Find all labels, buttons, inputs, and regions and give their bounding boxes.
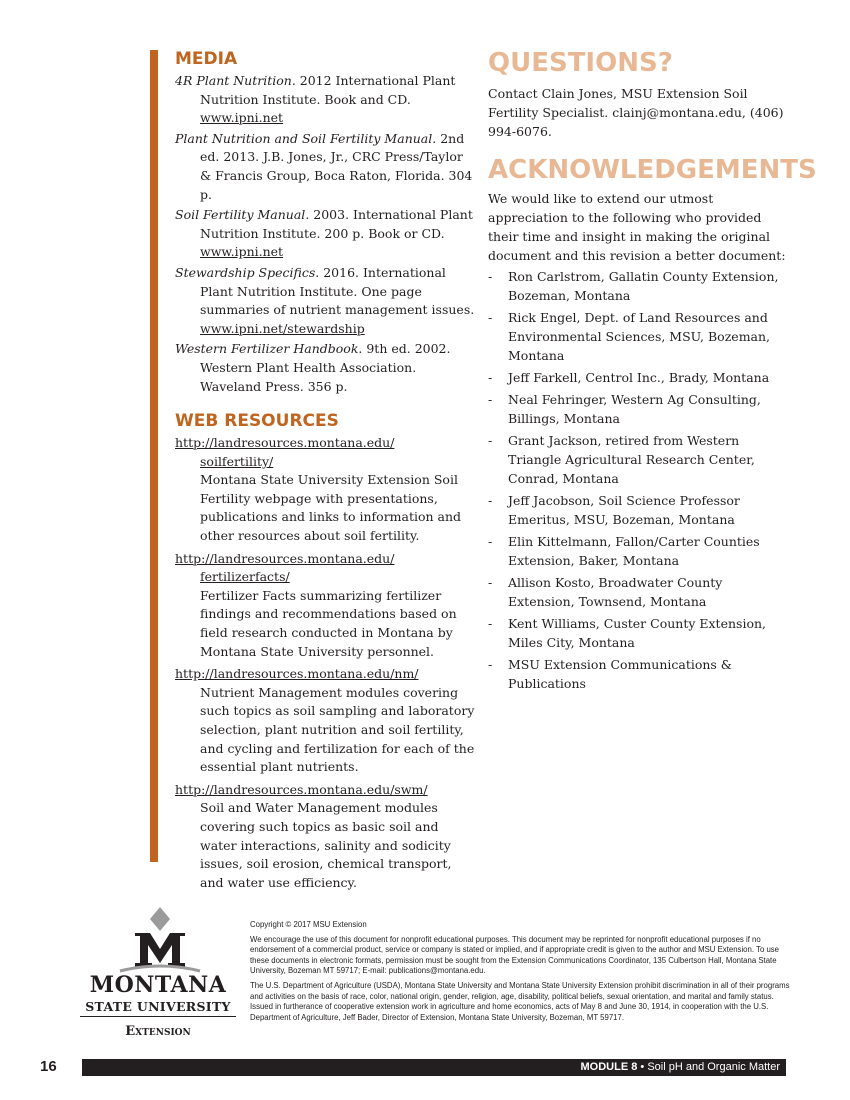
msu-logo-icon <box>80 905 240 975</box>
person: Jeff Farkell, Centrol Inc., Brady, Montana <box>508 370 770 385</box>
list-item <box>488 655 788 693</box>
acknowledgements-list <box>488 267 788 693</box>
url-part: fertilizerfacts/ <box>200 569 290 585</box>
ref-title: Soil Fertility Manual <box>175 207 306 223</box>
url-part: soilfertility/ <box>200 453 274 469</box>
dash-bullet: - <box>488 433 493 448</box>
media-ref <box>175 206 475 262</box>
ref-title: Stewardship Specifics <box>175 264 316 280</box>
dash-bullet: - <box>488 575 493 590</box>
url-part: http://landresources.montana.edu/ <box>175 435 395 451</box>
logo-wordmark-montana: MONTANA <box>89 972 227 998</box>
dash-bullet: - <box>488 269 493 284</box>
ref-details: . 2012 International Plant Nutrition Institute. Book and CD. <box>200 73 456 107</box>
ref-link[interactable]: www.ipni.net <box>200 244 284 260</box>
list-item <box>488 532 788 570</box>
ref-title: Western Fertilizer Handbook <box>175 341 359 357</box>
right-column <box>488 48 817 696</box>
list-item <box>488 491 788 529</box>
list-item <box>488 614 788 652</box>
dash-bullet: - <box>488 392 493 407</box>
dash-bullet: - <box>488 310 493 325</box>
reprint-policy: We encourage the use of this document for nonprofit educational purposes. This document may be reprinted for nonprofit educational purposes if no endorsement of a commercial product, service or company is stated or implied, and if appropriate credit is given to the author and MSU Extension. To use these documents in electronic formats, permission must be sought from the Extension Communications Coordinator, 135 Culbertson Hall, Montana State University, Bozeman MT 59717; E-mail: publications@montana.edu. <box>250 934 780 976</box>
person: Neal Fehringer, Western Ag Consulting, Billings, Montana <box>508 392 761 426</box>
nondiscrimination-statement: The U.S. Department of Agriculture (USDA), Montana State University and Montana State University Extension prohibit discrimination in all of their programs and activities on the basis of race, color, national origin, gender, religion, age, disability, political beliefs, sexual orientation, and marital and family status. Issued in furtherance of cooperative extension work in agriculture and home economics, acts of May 8 and June 30, 1914, in cooperation with the U.S. Department of Agriculture, Jeff Bader, Director of Extension, Montana State University, Bozeman, MT 59717. <box>250 980 790 1022</box>
legal-notice <box>250 920 790 1027</box>
list-item <box>488 308 788 365</box>
page-number: 16 <box>40 1058 57 1075</box>
ref-title: Plant Nutrition and Soil Fertility Manual <box>175 130 433 146</box>
media-ref <box>175 340 475 396</box>
resource-url[interactable] <box>175 434 475 471</box>
person: Grant Jackson, retired from Western Triangle Agricultural Research Center, Conrad, Montana <box>508 433 755 486</box>
ref-link[interactable]: www.ipni.net/stewardship <box>200 320 365 336</box>
list-item <box>488 431 788 488</box>
resource-link[interactable] <box>175 434 475 471</box>
person: Jeff Jacobson, Soil Science Professor Emeritus, MSU, Bozeman, Montana <box>508 493 740 527</box>
list-item <box>488 573 788 611</box>
media-ref <box>175 264 475 338</box>
acknowledgements-heading: ACKNOWLEDGEMENTS <box>488 155 817 185</box>
list-item <box>488 267 788 305</box>
contact-text: Contact Clain Jones, MSU Extension Soil Fertility Specialist. clainj@montana.edu, (406) 994-6076. <box>488 86 784 139</box>
resource-link[interactable]: http://landresources.montana.edu/swm/ <box>175 781 428 797</box>
dash-bullet: - <box>488 534 493 549</box>
person: MSU Extension Communications & Publications <box>508 657 732 691</box>
media-heading: MEDIA <box>175 49 238 69</box>
copyright-line: Copyright © 2017 MSU Extension <box>250 920 367 929</box>
resource-url[interactable] <box>175 550 475 587</box>
left-column <box>175 48 475 896</box>
module-label: MODULE 8 <box>580 1061 638 1073</box>
ref-link[interactable]: www.ipni.net <box>200 110 284 126</box>
questions-heading: QUESTIONS? <box>488 48 673 78</box>
media-ref <box>175 130 475 204</box>
ref-details: . 2003. International Plant Nutrition Institute. 200 p. Book or CD. <box>200 207 473 241</box>
media-ref <box>175 72 475 128</box>
dash-bullet: - <box>488 657 493 672</box>
resource-url[interactable] <box>175 665 475 684</box>
person: Elin Kittelmann, Fallon/Carter Counties Extension, Baker, Montana <box>508 534 760 568</box>
dash-bullet: - <box>488 493 493 508</box>
resource-link[interactable] <box>175 550 475 587</box>
footer-bullet: • <box>640 1061 645 1073</box>
resource-description: Montana State University Extension Soil Fertility webpage with presentations, publications and links to information and other resources about soil fertility. <box>200 472 462 544</box>
logo-wordmark-extension: Extension <box>125 1024 191 1039</box>
list-item <box>488 368 788 387</box>
ref-details: . 9th ed. 2002. Western Plant Health Association. Waveland Press. 356 p. <box>200 341 451 394</box>
person: Ron Carlstrom, Gallatin County Extension, Bozeman, Montana <box>508 269 779 303</box>
person: Rick Engel, Dept. of Land Resources and Environmental Sciences, MSU, Bozeman, Montana <box>508 310 771 363</box>
resource-description: Nutrient Management modules covering such topics as soil sampling and laboratory selection, plant nutrition and soil fertility, and cycling and fertilization for each of the essential plant nutrients. <box>200 684 475 775</box>
resource-description: Fertilizer Facts summarizing fertilizer findings and recommendations based on field research conducted in Montana by Montana State University personnel. <box>200 587 457 659</box>
dash-bullet: - <box>488 370 493 385</box>
footer-bar <box>82 1059 786 1076</box>
url-part: http://landresources.montana.edu/ <box>175 550 395 566</box>
acknowledgements-intro: We would like to extend our utmost appreciation to the following who provided their time and insight in making the original document and this revision a better document: <box>488 191 786 263</box>
ref-details: . 2016. International Plant Nutrition Institute. One page summaries of nutrient management issues. <box>200 264 475 318</box>
person: Allison Kosto, Broadwater County Extension, Townsend, Montana <box>508 575 723 609</box>
web-resources-heading: WEB RESOURCES <box>175 411 339 432</box>
person: Kent Williams, Custer County Extension, Miles City, Montana <box>508 616 766 650</box>
dash-bullet: - <box>488 616 493 631</box>
sidebar-accent-bar <box>150 50 158 862</box>
resource-link[interactable]: http://landresources.montana.edu/nm/ <box>175 666 419 682</box>
list-item <box>488 390 788 428</box>
resource-url[interactable] <box>175 781 475 800</box>
ref-title: 4R Plant Nutrition <box>175 73 292 88</box>
module-title: Soil pH and Organic Matter <box>647 1061 780 1073</box>
ref-details: . 2nd ed. 2013. J.B. Jones, Jr., CRC Press/Taylor & Francis Group, Boca Raton, Florida. 304 p. <box>200 130 473 202</box>
resource-description: Soil and Water Management modules covering such topics as basic soil and water interactions, salinity and sodicity issues, soil erosion, chemical transport, and water use efficiency. <box>200 800 452 890</box>
logo-wordmark-state-university: STATE UNIVERSITY <box>80 999 236 1017</box>
